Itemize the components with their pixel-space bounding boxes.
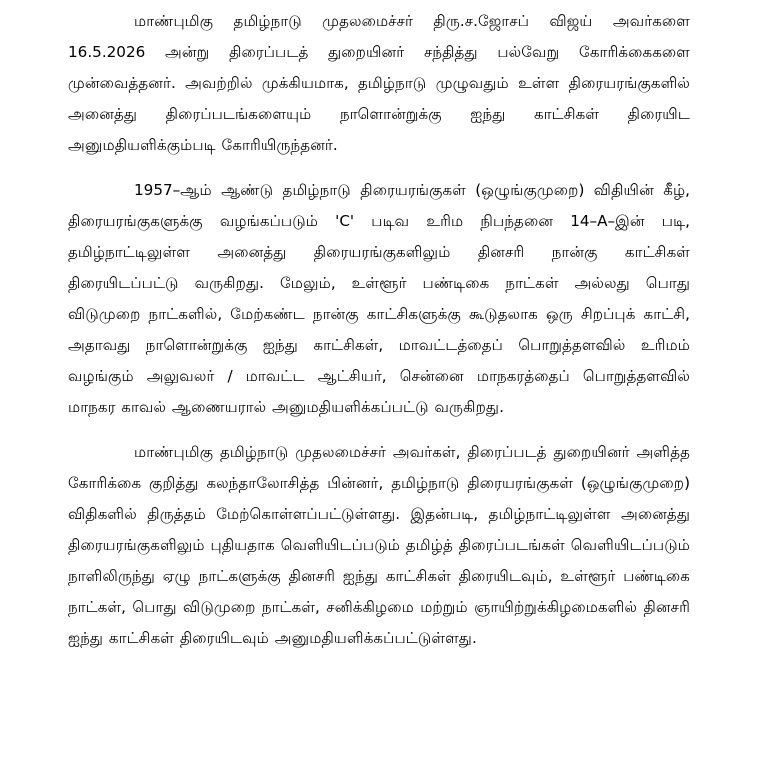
document-page: [68, 6, 690, 654]
paragraph-3: மாண்புமிகு தமிழ்நாடு முதலமைச்சர் அவர்கள், திரைப்படத் துறையினர் அளித்த கோரிக்கை குறித்து கலந்தாலோசித்த பின்னர், தமிழ்நாடு திரையரங்குகள் (ஒழுங்குமுறை) விதிகளில் திருத்தம் மேற்கொள்ளப்பட்டுள்ளது. இதன்படி, தமிழ்நாட்டிலுள்ள அனைத்து திரையரங்குகளிலும் புதியதாக வெளியிடப்படும் தமிழ்த் திரைப்படங்கள் வெளியிடப்படும் நாளிலிருந்து ஏழு நாட்களுக்கு தினசரி ஐந்து காட்சிகள் திரையிடவும், உள்ளூர் பண்டிகை நாட்கள், பொது விடுமுறை நாட்கள், சனிக்கிழமை மற்றும் ஞாயிற்றுக்கிழமைகளில் தினசரி ஐந்து காட்சிகள் திரையிடவும் அனுமதியளிக்கப்பட்டுள்ளது.: [68, 443, 690, 647]
paragraph-1: மாண்புமிகு தமிழ்நாடு முதலமைச்சர் திரு.ச.ஜோசப் விஜய் அவர்களை 16.5.2026 அன்று திரைப்படத் துறையினர் சந்தித்து பல்வேறு கோரிக்கைகளை முன்வைத்தனர். அவற்றில் முக்கியமாக, தமிழ்நாடு முழுவதும் உள்ள திரையரங்குகளில் அனைத்து திரைப்படங்களையும் நாளொன்றுக்கு ஐந்து காட்சிகள் திரையிட அனுமதியளிக்கும்படி கோரியிருந்தனர்.: [68, 12, 690, 154]
paragraph-2: 1957–ஆம் ஆண்டு தமிழ்நாடு திரையரங்குகள் (ஒழுங்குமுறை) விதியின் கீழ், திரையரங்குகளுக்கு வழங்கப்படும் 'C' படிவ உரிம நிபந்தனை 14–A–இன் படி, தமிழ்நாட்டிலுள்ள அனைத்து திரையரங்குகளிலும் தினசரி நான்கு காட்சிகள் திரையிடப்பட்டு வருகிறது. மேலும், உள்ளூர் பண்டிகை நாட்கள் அல்லது பொது விடுமுறை நாட்களில், மேற்கண்ட நான்கு காட்சிகளுக்கு கூடுதலாக ஒரு சிறப்புக் காட்சி, அதாவது நாளொன்றுக்கு ஐந்து காட்சிகள், மாவட்டத்தைப் பொறுத்தளவில் உரிமம் வழங்கும் அலுவலர் / மாவட்ட ஆட்சியர், சென்னை மாநகரத்தைப் பொறுத்தளவில் மாநகர காவல் ஆணையரால் அனுமதியளிக்கப்பட்டு வருகிறது.: [68, 181, 690, 416]
